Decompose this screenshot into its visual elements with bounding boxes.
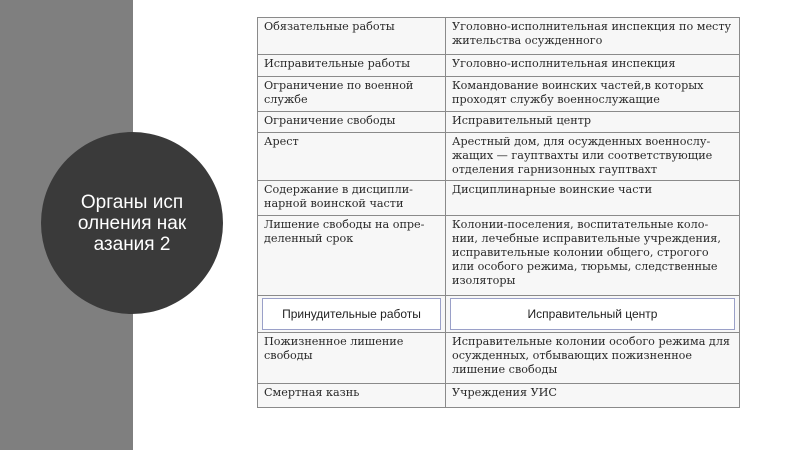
punishment-authorities-table: [257, 17, 740, 408]
table-row: [258, 181, 740, 216]
table-row: [258, 111, 740, 132]
slide-title: Органы исполнения наказания 2: [77, 191, 187, 255]
punishment-table-image: [257, 17, 739, 408]
table-row: [258, 77, 740, 112]
authority-cell: Арестный дом, для осужденных военнослу-жащих — гауптвахты или соответствующие отделения гарнизонных гауптвахт: [446, 133, 740, 181]
punishment-cell-highlighted: Принудительные работы: [262, 298, 441, 330]
authority-cell: Колонии-поселения, воспитательные коло-нии, лечебные исправительные учреждения, исправительные колонии общего, строгого или особого режима, тюрьмы, следственные изоляторы: [446, 216, 740, 296]
table-row: [258, 133, 740, 181]
table-row-highlighted: [258, 295, 740, 333]
punishment-cell: Лишение свободы на опре-деленный срок: [258, 216, 446, 296]
table-row: [258, 216, 740, 296]
authority-cell: Уголовно-исполнительная инспекция по месту жительства осужденного: [446, 18, 740, 55]
title-circle: [41, 132, 223, 314]
authority-cell: Учреждения УИС: [446, 384, 740, 408]
punishment-cell: Арест: [258, 133, 446, 181]
table-row: [258, 333, 740, 384]
punishment-cell: Обязательные работы: [258, 18, 446, 55]
table-row: [258, 384, 740, 408]
punishment-cell: Исправительные работы: [258, 54, 446, 76]
punishment-cell: Ограничение свободы: [258, 111, 446, 132]
punishment-cell: Пожизненное лишение свободы: [258, 333, 446, 384]
punishment-cell: Смертная казнь: [258, 384, 446, 408]
authority-cell-highlighted: Исправительный центр: [450, 298, 735, 330]
authority-cell: Дисциплинарные воинские части: [446, 181, 740, 216]
table-row: [258, 18, 740, 55]
authority-cell: Уголовно-исполнительная инспекция: [446, 54, 740, 76]
authority-cell: Исправительный центр: [446, 111, 740, 132]
punishment-cell: Содержание в дисципли-нарной воинской части: [258, 181, 446, 216]
table-row: [258, 54, 740, 76]
authority-cell: Исправительные колонии особого режима для осужденных, отбывающих пожизненное лишение свободы: [446, 333, 740, 384]
authority-cell: Командование воинских частей,в которых проходят службу военнослужащие: [446, 77, 740, 112]
punishment-cell: Ограничение по военной службе: [258, 77, 446, 112]
